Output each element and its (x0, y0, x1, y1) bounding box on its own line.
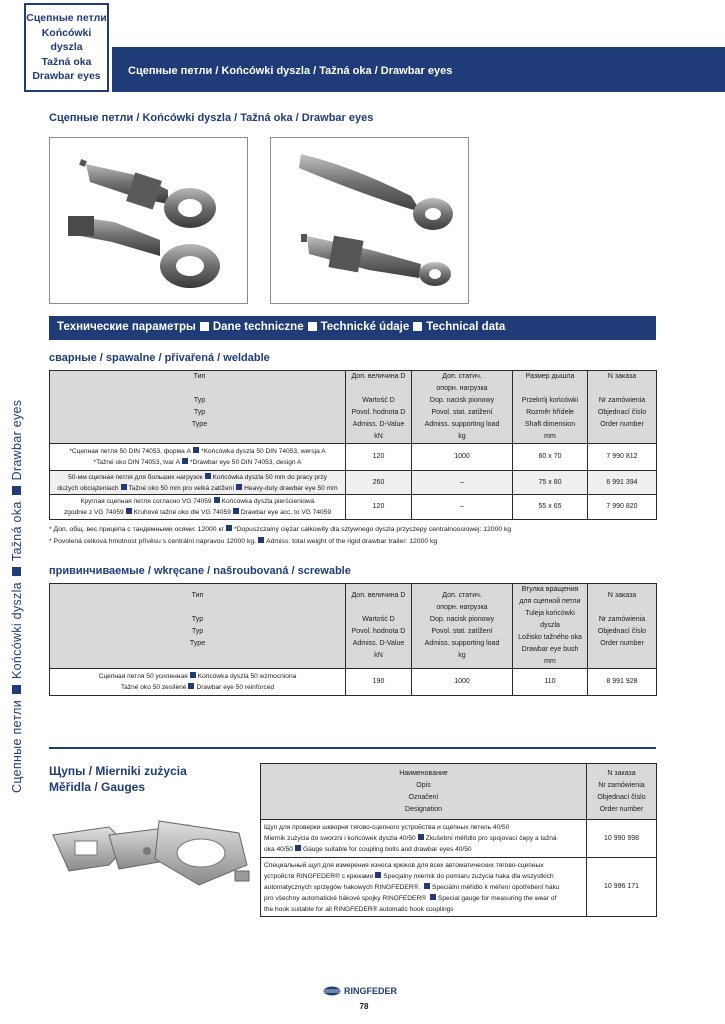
table-header-row (50, 584, 657, 669)
drawbar-eye-photo-left (50, 138, 247, 303)
table-row (50, 495, 657, 520)
tab-line: Сцепные петли (26, 12, 107, 25)
row-load: – (412, 471, 513, 495)
square-bullet-icon (12, 486, 21, 495)
row-bush: 110 (513, 669, 588, 696)
header-d-value: Доп. величина D Wartość D Povol. hodnota D Admiss. D-Value kN (346, 371, 412, 444)
square-bullet-icon (236, 484, 242, 490)
square-bullet-icon (193, 447, 199, 453)
tab-line: Drawbar eyes (32, 70, 101, 83)
square-bullet-icon (200, 322, 209, 331)
row-description: Специальный щуп для измерения износа крюков для всех автоматических тягово-сцепных устройств RINGFEDER® с крюками Specjalny miernik do pomiaru zużycia haka dla wszystkich automatycznych sprzęgów hakowych RINGFEDER®. Speciální měřidlo k měření opotřebení háku pro všechny automatické hákové spojky RINGFEDER® Special gauge for measuring the wear of the hook suitable for all RINGFEDER® automatic hook couplings (261, 858, 587, 917)
row-size: 75 x 80 (513, 471, 588, 495)
square-bullet-icon (12, 567, 21, 576)
table-row (50, 444, 657, 471)
tab-line: Końcówki (41, 26, 92, 39)
square-bullet-icon (375, 872, 381, 878)
tech-bar-en: Technical data (426, 321, 506, 333)
welded-table (49, 370, 657, 520)
brand-name: RINGFEDER (344, 986, 398, 996)
square-bullet-icon (424, 883, 430, 889)
header-title: Сцепные петли / Końcówki dyszla / Tažná oka / Drawbar eyes (128, 65, 453, 77)
footnote: * Доп. общ. вес прицепа с тандемными осями: 12000 кг *Dopuszczalny ciężar całkowity dla sztywnego dyszla przyczepy centralnoosiowej: 12000 kg * Povolená celková hmotnost přívěsu s centrální nápravou 12000 kg. Admiss. total weight of the rigid drawbar trailer: 12000 kg (49, 526, 512, 545)
header-type: Тип Typ Typ Type (50, 584, 346, 669)
square-bullet-icon (12, 685, 21, 694)
row-order: 7 990 820 (588, 495, 657, 520)
row-load: 1000 (412, 444, 513, 471)
header-eye-bush: Втулка вращения для сцепной петли Tuleja końcówki dyszla Ložisko tažného oka Drawbar eye bush mm (513, 584, 588, 669)
row-d-value: 260 (346, 471, 412, 495)
section-divider (49, 747, 656, 749)
tech-bar-cz: Technické údaje (320, 321, 410, 333)
gauges-table (260, 763, 657, 917)
technical-data-bar (49, 316, 656, 340)
gauge-photo (49, 815, 254, 895)
brand-logo (323, 986, 397, 996)
row-order: 7 990 812 (588, 444, 657, 471)
row-description: Щуп для проверки шкворня тягово-сцепного устройства и сцепных петель 40/50 Miernik zużycia do sworzni i końcówek dyszla 40/50 Zkušební měřidlo pro spojovací čepy a tažná oka 40/50 Gauge suitable for coupling bolts and drawbar eyes 40/50 (261, 820, 587, 858)
square-bullet-icon (182, 458, 188, 464)
row-order: 8 991 928 (588, 669, 657, 696)
square-bullet-icon (413, 322, 422, 331)
header-order-number: N заказа Nr zamówienia Objednací číslo Order number (588, 584, 657, 669)
tab-line: Tažná oka (41, 55, 92, 68)
row-d-value: 120 (346, 495, 412, 520)
header-d-value: Доп. величина D Wartość D Povol. hodnota D Admiss. D-Value kN (346, 584, 412, 669)
square-bullet-icon (226, 525, 232, 531)
square-bullet-icon (214, 497, 220, 503)
square-bullet-icon (190, 672, 196, 678)
square-bullet-icon (205, 473, 211, 479)
square-bullet-icon (188, 683, 194, 689)
drawbar-eye-photo-right (271, 138, 468, 303)
table-row (50, 471, 657, 495)
side-label-ru: Сцепные петли (10, 699, 24, 793)
row-load: 1000 (412, 669, 513, 696)
tech-bar-pl: Dane techniczne (212, 321, 304, 333)
side-label-pl: Końcówki dyszla (10, 582, 24, 679)
row-order: 6 991 394 (588, 471, 657, 495)
screwable-title: привинчиваемые / wkręcane / našroubovaná / screwable (49, 565, 351, 577)
row-description: Сцепная петля 50 усиленная Końcówka dyszla 50 wzmocniona Tažné oko 50 zesílené Drawbar eye 50 reinforced (50, 669, 346, 696)
square-bullet-icon (258, 537, 264, 543)
header-bar (112, 47, 725, 92)
row-description: *Сцепная петля 50 DIN 74053, форма A *Końcówka dyszla 50 DIN 74053, wersja A *Tažné oko DIN 74053, tvar A *Drawbar eye 50 DIN 74053, design A (50, 444, 346, 471)
square-bullet-icon (308, 322, 317, 331)
row-order: 10 990 998 (587, 820, 657, 858)
square-bullet-icon (295, 845, 301, 851)
table-row (261, 820, 657, 858)
header-supporting-load: Доп. статич. опорн. нагрузка Dop. nacisk pionowy Povol. stat. zatížení Admiss. supporting load kg (412, 371, 513, 444)
table-header-row (50, 371, 657, 444)
welded-title: сварные / spawalne / přivařená / weldable (49, 352, 270, 364)
row-size: 60 x 70 (513, 444, 588, 471)
header-supporting-load: Доп. статич. опорн. нагрузка Dop. nacisk pionowy Povol. stat. zatížení Admiss. supporting load kg (412, 584, 513, 669)
row-d-value: 120 (346, 444, 412, 471)
header-shaft-dimension: Размер дышла Przekrój końcówki Rozměr hřídele Shaft dimension mm (513, 371, 588, 444)
side-label-cz: Tažná oka (10, 501, 24, 562)
row-order: 10 996 171 (587, 858, 657, 917)
photo-reinforced-drawbar-eyes (270, 137, 469, 304)
tab-line: dyszla (50, 41, 83, 54)
side-label (4, 113, 30, 793)
header-type: Тип Typ Typ Type (50, 371, 346, 444)
row-size: 55 x 65 (513, 495, 588, 520)
square-bullet-icon (418, 834, 424, 840)
row-description: 50-мм сцепная петля для больших нагрузок Końcówka dyszla 50 mm do pracy przy dużych obciążeniach Tažné oko 50 mm pro velká zatížení Heavy-duty drawbar eye 50 mm (50, 471, 346, 495)
row-d-value: 190 (346, 669, 412, 696)
square-bullet-icon (430, 894, 436, 900)
header-designation: Наименование Opis Označení Designation (261, 764, 587, 820)
square-bullet-icon (121, 484, 127, 490)
side-label-en: Drawbar eyes (10, 399, 24, 481)
table-row (50, 669, 657, 696)
tech-bar-ru: Технические параметры (57, 321, 196, 333)
photo-welded-drawbar-eyes (49, 137, 248, 304)
square-bullet-icon (233, 508, 239, 514)
header-order-number: N заказа Nr zamówienia Objednací číslo Order number (588, 371, 657, 444)
section-title: Сцепные петли / Końcówki dyszla / Tažná oka / Drawbar eyes (49, 112, 374, 124)
gauges-title: Щупы / Mierniki zużycia Měřidla / Gauges (49, 764, 187, 794)
row-load: – (412, 495, 513, 520)
category-tab (24, 3, 109, 92)
table-row (261, 858, 657, 917)
header-order-number: N заказа Nr zamówienia Objednací číslo Order number (587, 764, 657, 820)
ringfeder-logo-icon (323, 986, 341, 996)
row-description: Круглая сцепная петля согласно VG 74059 Końcówka dyszla pierścieniowa zgodnie z VG 74059 Kruhové tažné oko dle VG 74059 Drawbar eye acc. to VG 74059 (50, 495, 346, 520)
screwable-table (49, 583, 657, 696)
square-bullet-icon (126, 508, 132, 514)
table-header-row (261, 764, 657, 820)
page-number: 78 (359, 1002, 369, 1011)
